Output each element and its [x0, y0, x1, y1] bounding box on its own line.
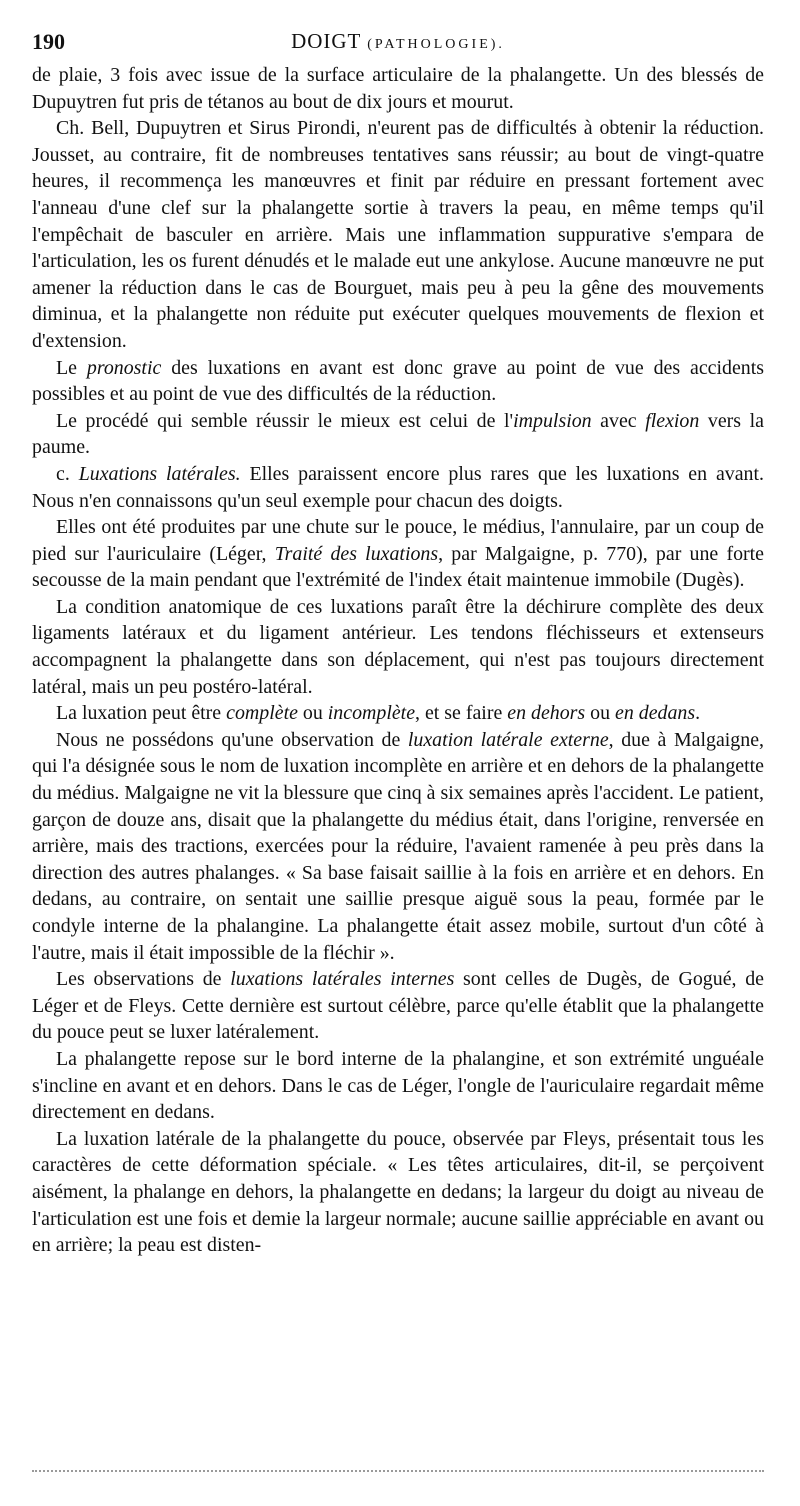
text-run: , par Malgaigne, p. 770), par une forte secousse de la main pendant que l'extrémité de l'index était maintenue immobile (Dugès). — [32, 542, 765, 592]
text-run: La phalangette repose sur le bord interne de la phalangine, et son extrémité unguéale s'incline en avant et en dehors. Dans le cas de Léger, l'ongle de l'auriculaire regardait même directement en dedans. — [32, 1047, 764, 1124]
italic-run: incomplète — [327, 702, 416, 725]
text-run: avec — [591, 409, 646, 432]
italic-run: luxations latérales internes — [230, 968, 455, 991]
text-run: . — [695, 702, 701, 725]
running-head-title: DOIGT — [291, 29, 362, 53]
text-run: Le — [56, 356, 87, 379]
text-run: La luxation peut être — [56, 702, 227, 725]
paragraph — [32, 514, 764, 594]
italic-run: complète — [226, 702, 298, 725]
text-run: Elles ont été produites par une chute sur le pouce, le médius, l'annulaire, par un coup de pied sur l'auriculaire (Léger, — [32, 516, 764, 565]
paragraph — [32, 355, 764, 408]
paragraph — [32, 461, 764, 514]
text-run: La luxation latérale de la phalangette du pouce, observée par Fleys, présentait tous les caractères de cette déformation spéciale. « Les têtes articulaires, dit-il, se perçoivent aisément, la phalange en dehors, la phalangette en dedans; la largeur du doigt au niveau de l'articulation est une fois et demie la largeur normale; aucune saillie appréciable en avant ou en arrière; la peau est disten- — [32, 1127, 764, 1257]
paragraph — [32, 115, 764, 354]
paragraph — [32, 1126, 764, 1259]
text-run: , due à Malgaigne, qui l'a désignée sous le nom de luxation incomplète en arrière et en dehors de la phalangette du médius. Malgaigne ne vit la blessure que cinq à six semaines après l'accident. Le patient, garçon de douze ans, disait que la phalangette du médius était, dans l'origine, renversée en arrière, mais des tractions, exercées pour la réduire, l'avaient ramenée à peu près dans la direction des autres phalanges. « Sa base faisait saillie à la fois en arrière et en dehors. En dedans, au contraire, on sentait une saillie presque aiguë sous la peau, formée par le condyle interne de la phalangine. La phalangette était assez mobile, surtout d'un côté à l'autre, mais il était impossible de la fléchir ». — [32, 728, 764, 964]
paragraph — [32, 700, 764, 727]
italic-run: Traité des luxations — [274, 542, 439, 565]
paragraph — [32, 62, 764, 115]
body-text — [32, 62, 764, 1259]
text-run: Nous ne possédons qu'une observation de — [56, 728, 408, 751]
text-run: , et se faire — [415, 702, 508, 725]
running-head-subtitle: (PATHOLOGIE). — [367, 37, 505, 52]
italic-run: en dehors — [507, 702, 586, 725]
italic-run: impulsion — [513, 409, 592, 432]
text-run: vers la paume. — [32, 409, 764, 459]
footer-rule — [32, 1470, 764, 1472]
italic-run: pronostic — [86, 356, 162, 379]
italic-run: en dedans — [615, 702, 696, 725]
text-run: La condition anatomique de ces luxations paraît être la déchirure complète des deux ligaments latéraux et du ligament antérieur. Les tendons fléchisseurs et extenseurs accompagnent la phalangette dans son déplacement, qui n'est pas toujours directement latéral, mais un peu postéro-latéral. — [32, 595, 764, 698]
paragraph — [32, 1046, 764, 1126]
paragraph — [32, 966, 764, 1046]
text-run: Les observations de — [56, 968, 231, 991]
page-number: 190 — [32, 29, 65, 54]
italic-run: luxation latérale externe — [407, 728, 609, 751]
text-run: sont celles de Dugès, de Gogué, de Léger et de Fleys. Cette dernière est surtout célèbre, parce qu'elle établit que la phalangette du pouce peut se luxer latéralement. — [32, 968, 764, 1044]
text-run: Le procédé qui semble réussir le mieux est celui de l' — [56, 409, 514, 432]
text-run: ou — [297, 702, 328, 725]
text-run: Elles paraissent encore plus rares que les luxations en avant. Nous n'en connaissons qu'un seul exemple pour chacun des doigts. — [32, 462, 764, 512]
italic-run: flexion — [645, 409, 700, 432]
italic-run: Luxations latérales. — [78, 462, 241, 485]
text-run: c. — [56, 462, 79, 485]
page-header — [32, 29, 764, 59]
text-run: de plaie, 3 fois avec issue de la surface articulaire de la phalangette. Un des blessés de Dupuytren fut pris de tétanos au bout de dix jours et mourut. — [32, 64, 764, 113]
text-run: Ch. Bell, Dupuytren et Sirus Pirondi, n'eurent pas de difficultés à obtenir la réduction. Jousset, au contraire, fit de nombreuses tentatives sans réussir; au bout de vingt-quatre heures, il recommença les manœuvres et finit par réduire en pressant fortement avec l'anneau d'une clef sur la phalangette sortie à travers la peau, en même temps qu'il l'empêchait de basculer en arrière. Mais une inflammation suppurative s'empara de l'articulation, les os furent dénudés et le malade eut une ankylose. Aucune manœuvre ne put amener la réduction dans le cas de Bourguet, mais peu à peu la gêne des mouvements diminua, et la phalangette non réduite put exécuter quelques mouvements de flexion et d'extension. — [32, 117, 764, 352]
paragraph — [32, 594, 764, 700]
text-run: des luxations en avant est donc grave au point de vue des accidents possibles et au point de vue des difficultés de la réduction. — [32, 356, 764, 406]
text-run: ou — [585, 702, 615, 725]
running-head — [32, 29, 764, 54]
paragraph — [32, 408, 764, 461]
paragraph — [32, 727, 764, 966]
